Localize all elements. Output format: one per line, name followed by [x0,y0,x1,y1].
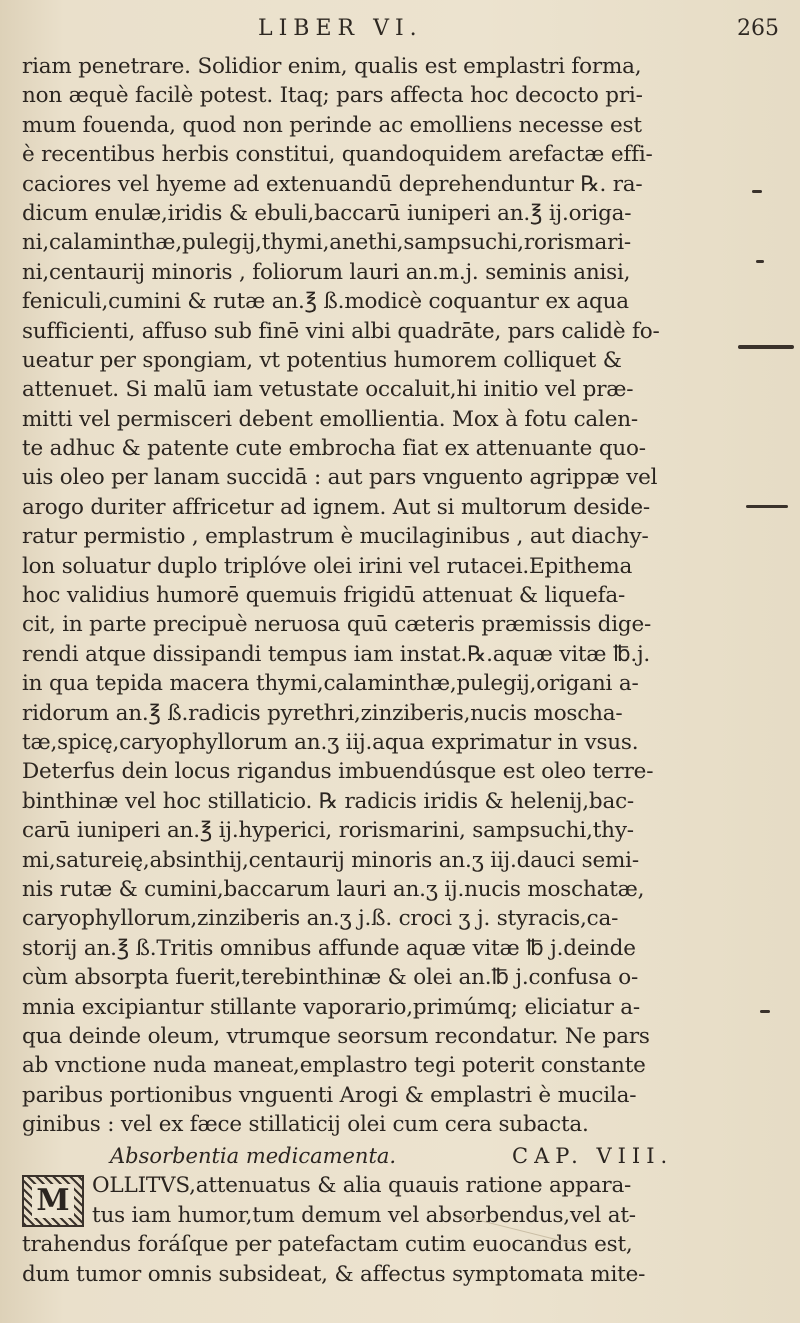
text-line: mitti vel permisceri debent emollientia. Mox à fotu calen- [22,406,638,432]
text-line: Deterfus dein locus rigandus imbuendúsque est oleo terre- [22,759,654,785]
decorated-initial [22,1175,84,1227]
text-line: mum fouenda, quod non perinde ac emolliens necesse est [22,112,642,138]
chapter-label: CAP. VIII. [512,1144,674,1169]
text-line: cit, in parte precipuè neruosa quū cæteris præmissis dige- [22,612,652,638]
text-line: non æquè facilè potest. Itaq; pars affecta hoc decocto pri- [22,83,643,109]
margin-mark [756,260,764,263]
text-line: qua deinde oleum, vtrumque seorsum recondatur. Ne pars [22,1023,650,1049]
text-line: mnia excipiantur stillante vaporario,primúmq; eliciatur a- [22,994,640,1020]
text-line: tæ,spicę,caryophyllorum an.ʒ iij.aqua exprimatur in vsus. [22,729,639,755]
text-line: è recentibus herbis constitui, quandoquidem arefactæ effi- [22,142,653,168]
text-line: attenuet. Si malū iam vetustate occaluit,hi initio vel præ- [22,377,634,403]
initial-letter: M [32,1184,73,1218]
text-line: paribus portionibus vnguenti Arogi & emplastri è mucila- [22,1082,637,1108]
text-line: storij an.℥ ß.Tritis omnibus affunde aquæ vitæ ℔ j.deinde [22,935,636,961]
section-title: Absorbentia medicamenta. [110,1144,397,1169]
text-line: dicum enulæ,iridis & ebuli,baccarū iuniperi an.℥ ij.origa- [22,200,632,226]
text-line: tus iam humor,tum demum vel absorbendus,vel at- [92,1202,636,1228]
text-line: binthinæ vel hoc stillaticio. ℞ radicis iridis & helenij,bac- [22,788,634,814]
margin-mark [760,1010,770,1013]
text-line: mi,satureię,absinthij,centaurij minoris an.ʒ iij.dauci semi- [22,847,639,873]
text-line: cùm absorpta fuerit,terebinthinæ & olei an.℔ j.confusa o- [22,965,639,991]
text-line: ridorum an.℥ ß.radicis pyrethri,zinziberis,nucis moscha- [22,700,623,726]
text-line: hoc validius humorē quemuis frigidū attenuat & liquefa- [22,583,626,609]
text-line: uis oleo per lanam succidā : aut pars vnguento agrippæ vel [22,465,658,491]
text-line: ni,calaminthæ,pulegij,thymi,anethi,sampsuchi,rorismari- [22,230,631,256]
margin-mark [752,190,762,193]
text-line: ratur permistio , emplastrum è mucilaginibus , aut diachy- [22,524,649,550]
text-line: caciores vel hyeme ad extenuandū deprehenduntur ℞. ra- [22,171,643,197]
text-line: OLLITVS,attenuatus & alia quauis ratione appara- [92,1173,632,1199]
text-line: rendi atque dissipandi tempus iam instat.℞.aquæ vitæ ℔.j. [22,641,651,667]
text-line: trahendus foráſque per patefactam cutim euocandus est, [22,1232,633,1258]
running-head: LIBER VI. [258,16,423,41]
text-line: ueatur per spongiam, vt potentius humorem colliquet & [22,347,622,373]
section-heading [22,1141,722,1171]
margin-mark [746,505,788,508]
text-line: riam penetrare. Solidior enim, qualis est emplastri forma, [22,54,642,79]
page-header [0,14,800,46]
text-line: ginibus : vel ex fæce stillaticij olei cum cera subacta. [22,1112,589,1138]
chapter-opening [22,1171,722,1289]
text-line: ab vnctione nuda maneat,emplastro tegi poterit constante [22,1053,646,1079]
text-line: sufficienti, affuso sub finē vini albi quadrāte, pars calidè fo- [22,318,660,344]
text-line: te adhuc & patente cute embrocha fiat ex attenuante quo- [22,436,646,462]
text-line: feniculi,cumini & rutæ an.℥ ß.modicè coquantur ex aqua [22,289,629,315]
text-line: lon soluatur duplo triplóve olei irini vel rutacei.Epithema [22,553,633,579]
text-line: dum tumor omnis subsideat, & affectus symptomata mite- [22,1261,646,1287]
text-line: carū iuniperi an.℥ ij.hyperici, rorismarini, sampsuchi,thy- [22,818,634,844]
margin-mark [738,345,794,349]
body-text [22,52,722,1289]
text-line: in qua tepida macera thymi,calaminthæ,pulegij,origani a- [22,671,639,697]
text-line: nis rutæ & cumini,baccarum lauri an.ʒ ij.nucis moschatæ, [22,876,645,902]
text-line: caryophyllorum,zinziberis an.ʒ j.ß. croci ʒ j. styracis,ca- [22,906,619,932]
text-line: arogo duriter affricetur ad ignem. Aut si multorum deside- [22,494,650,520]
text-line: ni,centaurij minoris , foliorum lauri an.m.j. seminis anisi, [22,259,631,285]
page-number: 265 [737,16,779,41]
